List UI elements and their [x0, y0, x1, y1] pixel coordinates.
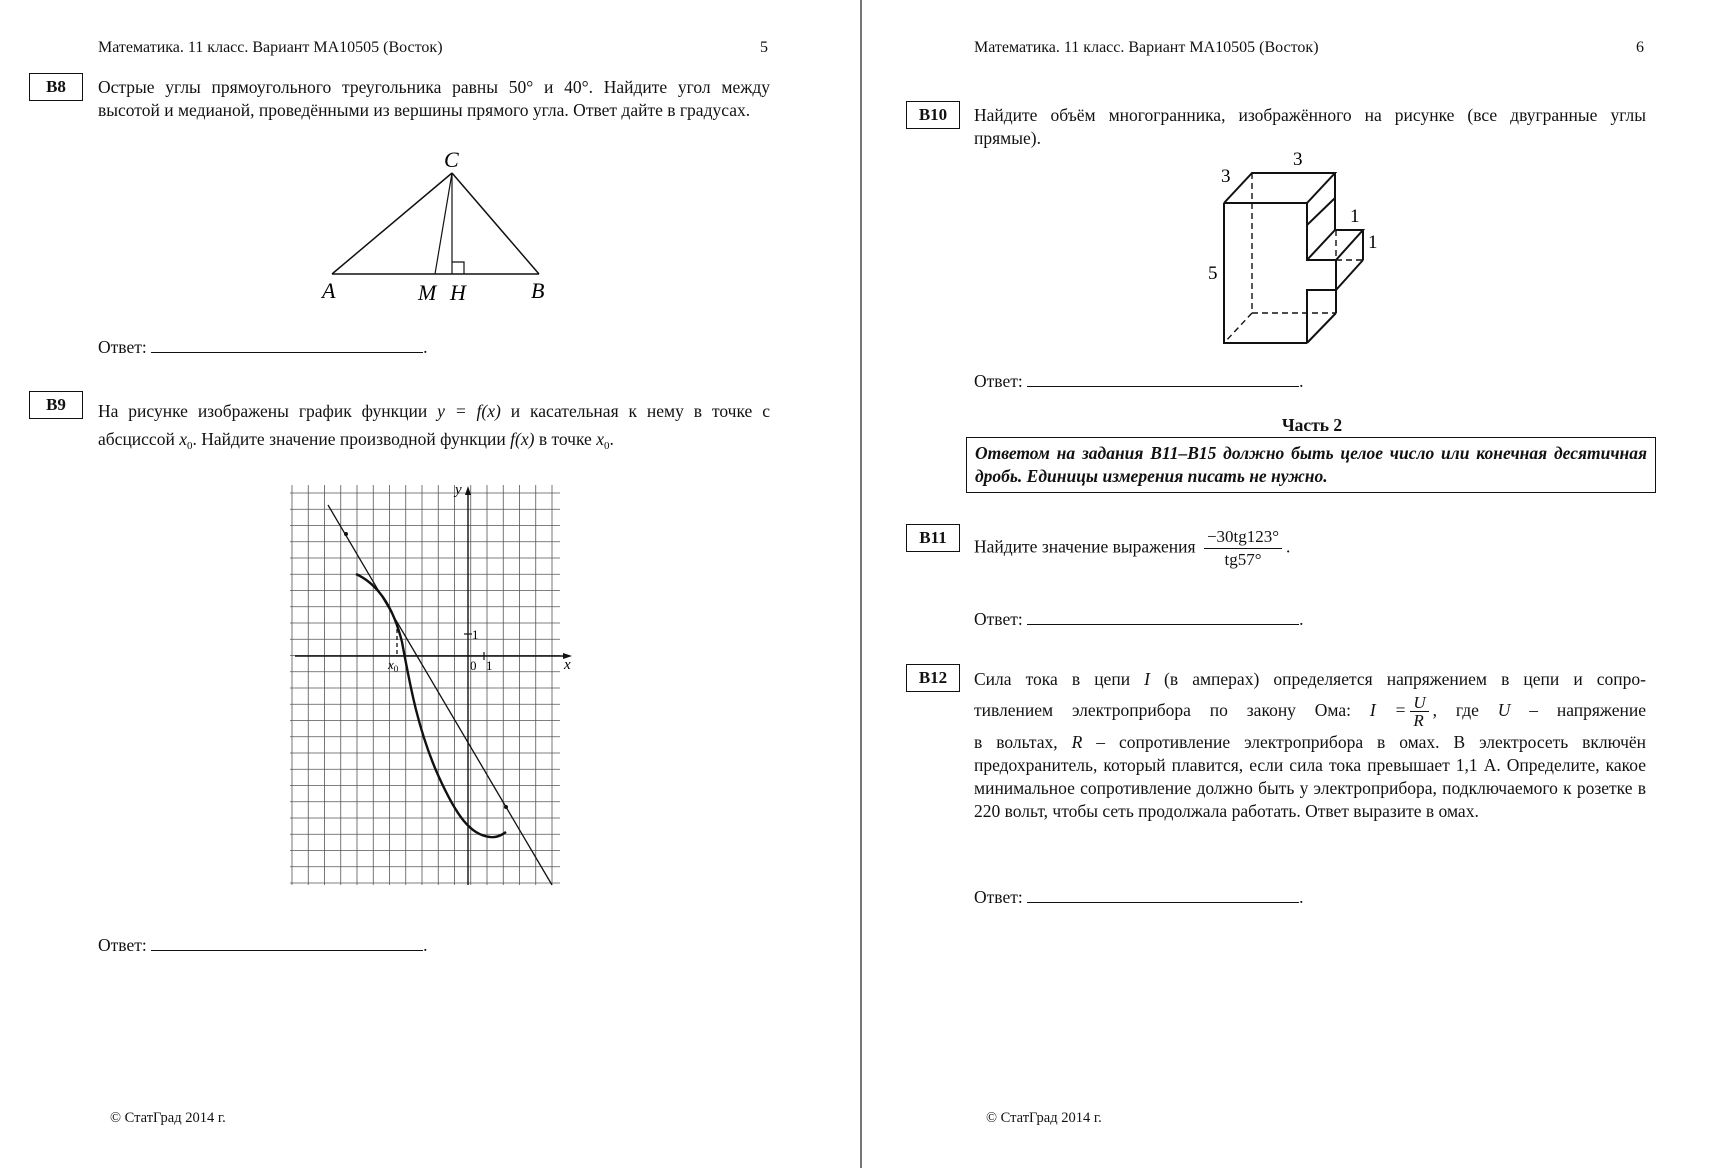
task-label-b9: B9 — [29, 391, 83, 419]
task-label-b12: B12 — [906, 664, 960, 692]
page-header: Математика. 11 класс. Вариант МА10505 (Восток) — [974, 39, 1319, 56]
answer-b12: Ответ: . — [974, 887, 1304, 907]
answer-b9: Ответ: . — [98, 935, 428, 955]
bottom-right-edge — [1307, 313, 1336, 343]
point-m-label: M — [418, 280, 437, 305]
front-left-bottom — [1224, 203, 1307, 343]
task-label-b11: B11 — [906, 524, 960, 552]
task-b12-text: Сила тока в цепи I (в амперах) определяется напряжением в цепи и сопро- тивлением электроприбора по закону Ома: I = $\frac{U}{R}$ , где U – напряжение в вольтах, R – сопротивление электроприбора в омах. В электросеть включён предохранитель, который плавится, если сила тока превышает 1,1 А. Определите, какое минимальное сопротивление должно быть у электроприбора, подключаемого к розетке в 220 вольт, чтобы сеть продолжала работать. Ответ выразите в омах. — [974, 669, 1647, 822]
tangent-line — [328, 505, 552, 885]
task-b9-text: На рисунке изображены график функции y = f(x) и касательная к нему в точке с абсциссой $x_0$. Найдите значение производной функции f(x) в точке $x_0$. — [98, 401, 770, 452]
page-number: 6 — [1636, 39, 1644, 56]
graph-grid — [290, 485, 560, 885]
answer-label: Ответ: — [974, 887, 1023, 907]
answer-b10: Ответ: . — [974, 371, 1304, 391]
y-one-label: 1 — [472, 627, 479, 642]
answer-label: Ответ: — [98, 337, 147, 357]
task-b11-text: Найдите значение выражения $\frac{-30tg123^\circ}{tg57^\circ}$ . — [974, 527, 1291, 569]
right-angle-mark — [452, 262, 464, 274]
point-h-label: H — [450, 280, 466, 305]
answer-field-b11[interactable] — [1027, 608, 1299, 625]
page-header: Математика. 11 класс. Вариант МА10505 (Восток) — [98, 39, 443, 56]
notch-bottom-edge — [1336, 260, 1363, 290]
dim-notch-height-label: 1 — [1368, 232, 1378, 253]
triangle-figure — [310, 140, 570, 310]
ohm-fraction: $\frac{U}{R}$ — [1410, 694, 1428, 729]
answer-label: Ответ: — [974, 609, 1023, 629]
answer-field-b8[interactable] — [151, 336, 423, 353]
polyhedron-figure — [1205, 150, 1385, 350]
x-axis-label: x — [564, 657, 571, 673]
x0-label: $x_0$ — [388, 657, 399, 674]
side-bc — [452, 173, 539, 274]
y-axis-label: y — [455, 482, 462, 498]
answer-field-b10[interactable] — [1027, 370, 1299, 387]
task-b10-text: Найдите объём многогранника, изображённого на рисунке (все двугранные углы прямые). — [974, 105, 1646, 148]
answer-b11: Ответ: . — [974, 609, 1304, 629]
dim-width-label: 3 — [1293, 149, 1303, 170]
page-footer: © СтатГрад 2014 г. — [986, 1110, 1102, 1126]
y-axis-arrow — [465, 486, 471, 495]
tangent-point-2 — [504, 805, 508, 809]
answer-field-b12[interactable] — [1027, 886, 1299, 903]
page-number: 5 — [760, 39, 768, 56]
task-label-b10: B10 — [906, 101, 960, 129]
task-label-b8: B8 — [29, 73, 83, 101]
point-c-label: C — [444, 147, 459, 172]
answer-label: Ответ: — [974, 371, 1023, 391]
x-one-label: 1 — [486, 658, 493, 673]
function-graph — [290, 482, 580, 890]
function-curve — [356, 574, 506, 837]
point-a-label: A — [322, 278, 336, 303]
answer-b8: Ответ: . — [98, 337, 428, 357]
dim-notch-depth-label: 1 — [1350, 206, 1360, 227]
tangent-point-1 — [344, 532, 348, 536]
b11-fraction: $\frac{-30tg123^\circ}{tg57^\circ}$ — [1204, 526, 1282, 571]
median-cm — [435, 173, 452, 274]
task-b8-text: Острые углы прямоугольного треугольника равны 50° и 40°. Найдите угол между высотой и медианой, проведёнными из вершины прямого угла. Ответ дайте в градусах. — [98, 77, 770, 120]
part2-title: Часть 2 — [1281, 415, 1343, 435]
dim-height-label: 5 — [1208, 263, 1218, 284]
right-page — [862, 0, 1720, 1168]
answer-label: Ответ: — [98, 935, 147, 955]
part2-instructions: Ответом на задания В11–В15 должно быть целое число или конечная десятичная дробь. Единицы измерения писать не нужно. — [966, 437, 1656, 493]
origin-label: 0 — [470, 658, 477, 673]
dim-depth-label: 3 — [1221, 166, 1231, 187]
hidden-bottom-left — [1224, 313, 1252, 343]
side-ac — [332, 173, 452, 274]
top-face — [1224, 173, 1335, 203]
point-b-label: B — [531, 278, 545, 303]
answer-field-b9[interactable] — [151, 934, 423, 951]
page-footer: © СтатГрад 2014 г. — [110, 1110, 226, 1126]
